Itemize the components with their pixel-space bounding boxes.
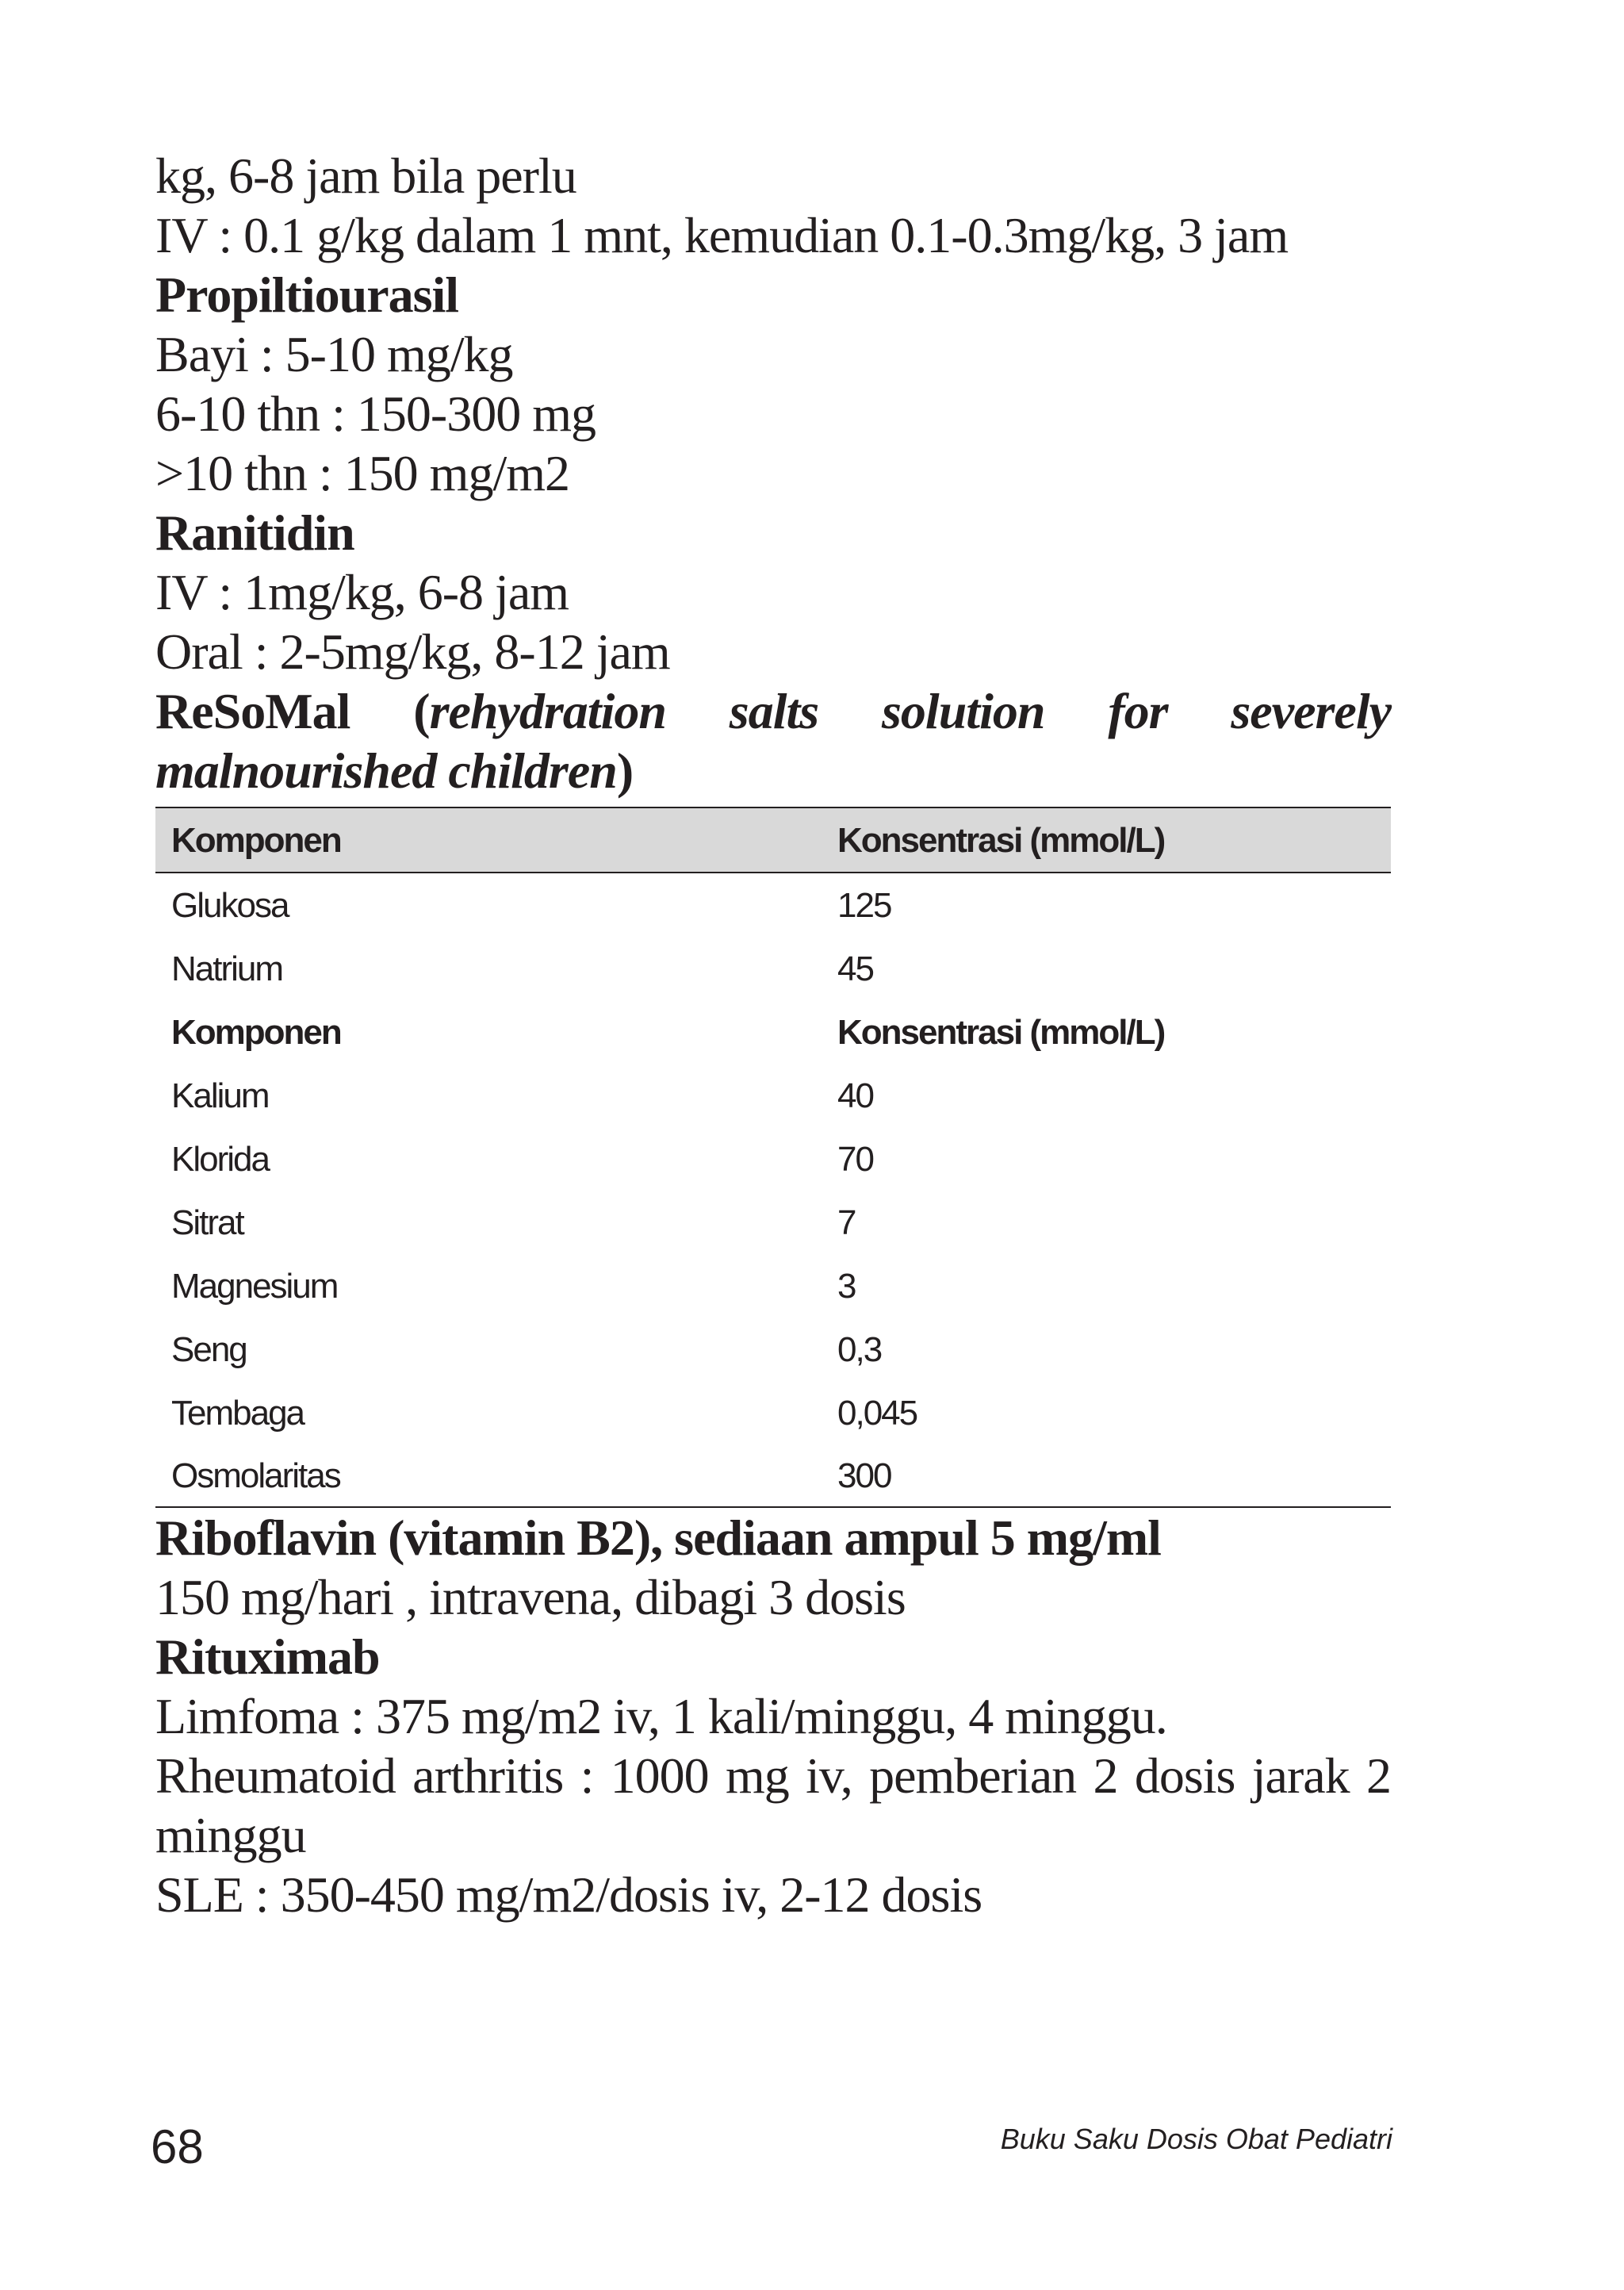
text-line: Limfoma : 375 mg/m2 iv, 1 kali/minggu, 4 minggu. [155,1688,1167,1744]
text-line: 150 mg/hari , intravena, dibagi 3 dosis [155,1569,906,1625]
table-cell: 0,3 [837,1329,882,1369]
column-header: Konsentrasi (mmol/L) [822,807,1391,873]
table-cell: 125 [837,885,891,925]
text-line: IV : 1mg/kg, 6-8 jam [155,564,569,620]
table-row [155,1064,1391,1127]
page-number: 68 [151,2120,204,2173]
drug-heading-riboflavin: Riboflavin (vitamin B2), sediaan ampul 5 mg/ml [155,1509,1161,1566]
table-cell: 3 [837,1266,856,1306]
column-header: Komponen [155,807,822,873]
text-line: Rheumatoid arthritis : 1000 mg iv, pemberian 2 dosis jarak 2 minggu [155,1747,1391,1863]
table-row [155,1191,1391,1254]
table-row [155,1318,1391,1381]
resomal-table-container [155,807,1391,1508]
table-cell: Magnesium [171,1266,338,1306]
text-line: kg, 6-8 jam bila perlu [155,148,576,204]
drug-heading-resomal [155,681,1391,800]
table-cell: Klorida [171,1139,269,1179]
table-cell: Komponen [171,1012,341,1052]
table-cell: Osmolaritas [171,1456,340,1495]
table-row [155,1254,1391,1318]
text-line: IV : 0.1 g/kg dalam 1 mnt, kemudian 0.1-0.3mg/kg, 3 jam [155,207,1289,263]
drug-heading-propiltiourasil: Propiltiourasil [155,267,459,323]
text-line: 6-10 thn : 150-300 mg [155,386,596,442]
table-cell: 0,045 [837,1393,917,1433]
text-line: Oral : 2-5mg/kg, 8-12 jam [155,623,670,680]
table-row [155,1127,1391,1191]
table-row [155,873,1391,937]
table-cell: Natrium [171,949,283,988]
table-row [155,937,1391,1000]
table-cell: Konsentrasi (mmol/L) [837,1012,1165,1052]
table-cell: 300 [837,1456,891,1495]
page-content [155,146,1391,1924]
table-row [155,1381,1391,1444]
table-cell: Kalium [171,1076,269,1115]
book-title: Buku Saku Dosis Obat Pediatri [1000,2123,1392,2155]
resomal-title: ReSoMal ( [155,683,430,739]
table-cell: 40 [837,1076,873,1115]
text-line: Bayi : 5-10 mg/kg [155,326,513,382]
table-cell: Glukosa [171,885,289,925]
drug-heading-rituximab: Rituximab [155,1628,380,1685]
table-cell: 7 [837,1203,856,1242]
table-cell: Tembaga [171,1393,304,1433]
table-header-row [155,807,1391,873]
drug-heading-ranitidin: Ranitidin [155,504,354,561]
table-cell: 70 [837,1139,873,1179]
table-row [155,1000,1391,1064]
text-line: >10 thn : 150 mg/m2 [155,445,569,501]
resomal-title-end: ) [616,742,634,799]
resomal-table [155,807,1391,1508]
table-cell: Seng [171,1329,247,1369]
table-row [155,1444,1391,1507]
table-cell: Sitrat [171,1203,243,1242]
resomal-title-italic: rehydration salts solution for severely malnourished children [155,683,1392,799]
table-cell: 45 [837,949,873,988]
text-line: SLE : 350-450 mg/m2/dosis iv, 2-12 dosis [155,1866,982,1923]
